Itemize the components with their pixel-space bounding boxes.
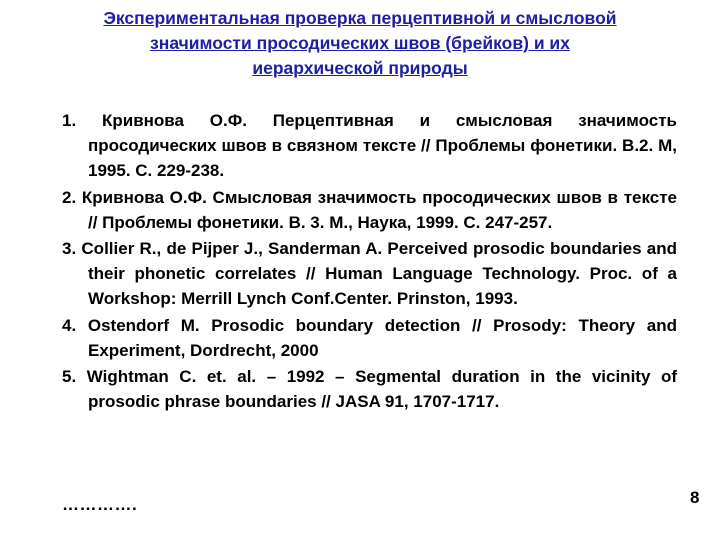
slide-title <box>40 6 680 81</box>
reference-item-1 <box>62 108 677 184</box>
reference-number: 4. <box>62 315 77 335</box>
reference-list <box>62 108 677 415</box>
reference-number: 5. <box>62 367 77 387</box>
reference-text: Ostendorf M. Prosodic boundary detection // Prosody: Theory and Experiment, Dordrecht, 2000 <box>87 315 677 360</box>
reference-text: Wightman C. et. al. – 1992 – Segmental duration in the vicinity of prosodic phrase boundaries // JASA 91, 1707-1717. <box>86 367 678 412</box>
reference-item-4 <box>62 313 677 363</box>
reference-text: Collier R., de Pijper J., Sanderman A. Perceived prosodic boundaries and their phonetic correlates // Human Language Technology. Proc. of a Workshop: Merrill Lynch Conf.Center. Prinston, 1993. <box>81 239 677 309</box>
reference-item-2 <box>62 185 677 235</box>
page-number: 8 <box>690 488 700 507</box>
continuation-ellipsis: …………. <box>62 495 138 514</box>
reference-item-3 <box>62 236 677 312</box>
slide-title-line-1: Экспериментальная проверка перцептивной и смысловой <box>103 8 617 28</box>
reference-text: Кривнова О.Ф. Смысловая значимость просодических швов в тексте // Проблемы фонетики. В. 3. М., Наука, 1999. С. 247-257. <box>81 187 677 232</box>
slide-title-line-2: значимости просодических швов (брейков) и их <box>150 33 570 53</box>
reference-item-5 <box>62 364 677 414</box>
reference-number: 3. <box>62 239 77 259</box>
slide-title-line-3: иерархической природы <box>252 58 468 78</box>
reference-text: Кривнова О.Ф. Перцептивная и смысловая значимость просодических швов в связном тексте // Проблемы фонетики. В.2. М, 1995. С. 229-238. <box>88 111 678 181</box>
reference-number: 2. <box>62 187 77 207</box>
reference-number: 1. <box>62 111 77 130</box>
